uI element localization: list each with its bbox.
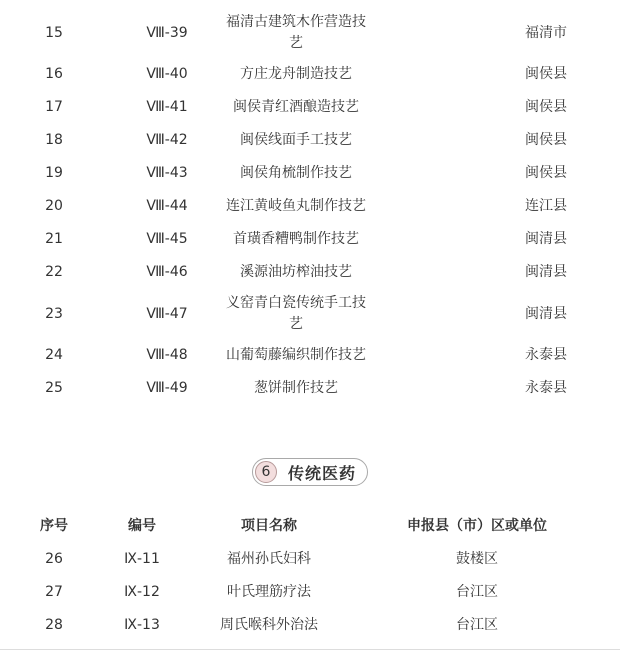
row-number: 17 xyxy=(45,99,63,115)
row-code: Ⅷ-45 xyxy=(146,231,188,247)
row-project-name: 首璜香糟鸭制作技艺 xyxy=(233,231,359,247)
row-region: 闽侯县 xyxy=(525,132,567,148)
table-row xyxy=(0,190,620,223)
row-number: 24 xyxy=(45,347,63,363)
table-row xyxy=(0,609,620,642)
row-region: 永泰县 xyxy=(525,347,567,363)
header-project-name: 项目名称 xyxy=(241,518,297,534)
row-code: Ⅷ-43 xyxy=(146,165,188,181)
table-row xyxy=(0,372,620,405)
row-code: Ⅸ-13 xyxy=(124,617,160,633)
row-number: 20 xyxy=(45,198,63,214)
table-row xyxy=(0,91,620,124)
row-code: Ⅷ-41 xyxy=(146,99,188,115)
row-code: Ⅷ-39 xyxy=(146,24,188,41)
row-code: Ⅷ-42 xyxy=(146,132,188,148)
row-number: 27 xyxy=(45,584,63,600)
header-region: 申报县（市）区或单位 xyxy=(407,518,547,534)
row-project-name: 山葡萄藤编织制作技艺 xyxy=(226,347,366,363)
row-region: 台江区 xyxy=(456,584,498,600)
table-row xyxy=(0,124,620,157)
row-region: 永泰县 xyxy=(525,380,567,396)
bottom-divider xyxy=(0,649,620,650)
row-code: Ⅷ-46 xyxy=(146,264,188,280)
table-row xyxy=(0,289,620,339)
row-region: 闽清县 xyxy=(525,231,567,247)
medicine-table xyxy=(0,510,620,642)
row-project-name: 闽侯线面手工技艺 xyxy=(240,132,352,148)
row-region: 闽侯县 xyxy=(525,99,567,115)
table-row xyxy=(0,543,620,576)
row-project-name: 福清古建筑木作营造技艺 xyxy=(226,14,366,51)
row-project-name: 闽侯角梳制作技艺 xyxy=(240,165,352,181)
row-project-name: 闽侯青红酒酿造技艺 xyxy=(233,99,359,115)
row-code: Ⅷ-48 xyxy=(146,347,188,363)
row-number: 15 xyxy=(45,24,63,41)
crafts-table xyxy=(0,8,620,405)
row-number: 26 xyxy=(45,551,63,567)
row-project-name: 连江黄岐鱼丸制作技艺 xyxy=(226,198,366,214)
table-row xyxy=(0,58,620,91)
row-region: 福清市 xyxy=(525,24,567,41)
row-number: 21 xyxy=(45,231,63,247)
section-title: 传统医药 xyxy=(288,463,357,483)
row-region: 闽侯县 xyxy=(525,165,567,181)
row-project-name: 方庄龙舟制造技艺 xyxy=(240,66,352,82)
row-number: 25 xyxy=(45,380,63,396)
row-region: 闽清县 xyxy=(525,264,567,280)
row-number: 22 xyxy=(45,264,63,280)
row-project-name: 义窑青白瓷传统手工技艺 xyxy=(226,295,366,332)
row-number: 18 xyxy=(45,132,63,148)
row-number: 19 xyxy=(45,165,63,181)
row-project-name: 溪源油坊榨油技艺 xyxy=(240,264,352,280)
table-row xyxy=(0,576,620,609)
table-row xyxy=(0,8,620,58)
header-code: 编号 xyxy=(128,518,156,534)
row-code: Ⅷ-49 xyxy=(146,380,188,396)
row-code: Ⅷ-40 xyxy=(146,66,188,82)
row-number: 23 xyxy=(45,305,63,322)
row-region: 闽侯县 xyxy=(525,66,567,82)
row-project-name: 叶氏理筋疗法 xyxy=(227,584,311,600)
row-region: 闽清县 xyxy=(525,305,567,322)
table-row xyxy=(0,223,620,256)
row-project-name: 周氏喉科外治法 xyxy=(220,617,318,633)
row-region: 台江区 xyxy=(456,617,498,633)
table-row xyxy=(0,339,620,372)
row-code: Ⅷ-44 xyxy=(146,198,188,214)
row-region: 鼓楼区 xyxy=(456,551,498,567)
row-code: Ⅸ-12 xyxy=(124,584,160,600)
row-region: 连江县 xyxy=(525,198,567,214)
row-project-name: 福州孙氏妇科 xyxy=(227,551,311,567)
table-header-row xyxy=(0,510,620,543)
row-code: Ⅸ-11 xyxy=(124,551,160,567)
row-number: 28 xyxy=(45,617,63,633)
section-number-badge: 6 xyxy=(255,461,277,483)
row-code: Ⅷ-47 xyxy=(146,305,188,322)
table-row xyxy=(0,157,620,190)
table-row xyxy=(0,256,620,289)
row-number: 16 xyxy=(45,66,63,82)
section-header xyxy=(252,458,368,486)
header-number: 序号 xyxy=(40,518,68,534)
row-project-name: 葱饼制作技艺 xyxy=(254,380,338,396)
